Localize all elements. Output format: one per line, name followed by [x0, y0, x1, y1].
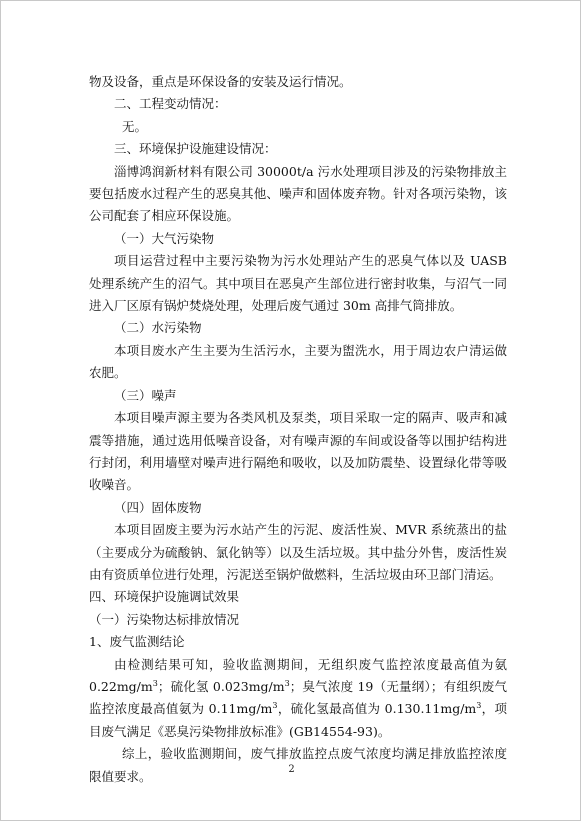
paragraph-noise: 本项目噪声源主要为各类风机及泵类，项目采取一定的隔声、吸声和减震等措施，通过选用低噪音设备，对有噪声源的车间或设备等以围护结构进行封闭，利用墙壁对噪声进行隔绝和吸收，以及加防震垫、设置绿化带等吸收噪音。	[89, 410, 507, 493]
paragraph-solid-waste: 本项目固废主要为污水站产生的污泥、废活性炭、MVR 系统蒸出的盐（主要成分为硫酸钠、氯化钠等）以及生活垃圾。其中盐分外售，废活性炭由有资质单位进行处理，污泥送至锅炉做燃料，生活垃圾由环卫部门清运。	[89, 522, 507, 582]
monitoring-text-2: ；硫化氢 0.023mg/m	[157, 678, 285, 694]
paragraph-monitoring-results	[89, 654, 507, 744]
paragraph-continuation: 物及设备，重点是环保设备的安装及运行情况。	[89, 74, 352, 89]
section-heading-environmental-facilities: 三、环境保护设施建设情况：	[114, 141, 277, 157]
subheading-water-pollutants: （二）水污染物	[114, 320, 202, 336]
section-heading-engineering-changes: 二、工程变动情况：	[114, 96, 227, 112]
document-body	[89, 71, 507, 788]
monitoring-text-1: 由检测结果可知，验收监测期间，无组织废气监控浓度最高值为氨 0.22mg/m	[89, 656, 507, 694]
subheading-exhaust-gas-conclusion: 1、废气监测结论	[89, 634, 185, 650]
page-number: 2	[288, 764, 295, 775]
superscript-cubed: 3	[152, 678, 158, 688]
paragraph-air-pollutants: 项目运营过程中主要污染物为污水处理站产生的恶臭气体以及 UASB 处理系统产生的沼气。其中项目在恶臭产生部位进行密封收集，与沼气一同进入厂区原有锅炉焚烧处理，处理后废气通过 30m 高排气筒排放。	[89, 253, 507, 314]
superscript-cubed: 3	[476, 701, 482, 711]
monitoring-text-3: ；臭气浓度 19（无量纲）；有组织废气监控浓度最高值氨为 0.11mg/m	[89, 678, 507, 717]
paragraph-summary: 综上，验收监测期间，废气排放监控点废气浓度均满足排放监控浓度限值要求。	[89, 746, 507, 784]
superscript-cubed: 3	[284, 678, 290, 688]
paragraph-no-changes: 无。	[122, 118, 148, 134]
monitoring-text-4: ，硫化氢最高值为 0.130.11mg/m	[277, 701, 477, 717]
paragraph-water-pollutants: 本项目废水产生主要为生活污水，主要为盥洗水，用于周边农户清运做农肥。	[89, 342, 507, 381]
superscript-cubed: 3	[272, 701, 278, 711]
subheading-emission-compliance: （一）污染物达标排放情况	[89, 611, 240, 627]
subheading-noise: （三）噪声	[114, 387, 177, 403]
paragraph-facilities-overview: 淄博鸿润新材料有限公司 30000t/a 污水处理项目涉及的污染物排放主要包括废水过程产生的恶臭其他、噪声和固体废弃物。针对各项污染物，该公司配套了相应环保设施。	[89, 163, 507, 224]
subheading-air-pollutants: （一）大气污染物	[114, 230, 215, 246]
monitoring-text-5: ，项目废气满足《恶臭污染物排放标准》(GB14554-93)。	[89, 701, 507, 739]
subheading-solid-waste: （四）固体废物	[114, 499, 202, 515]
section-heading-debugging-results: 四、环境保护设施调试效果	[89, 589, 240, 605]
